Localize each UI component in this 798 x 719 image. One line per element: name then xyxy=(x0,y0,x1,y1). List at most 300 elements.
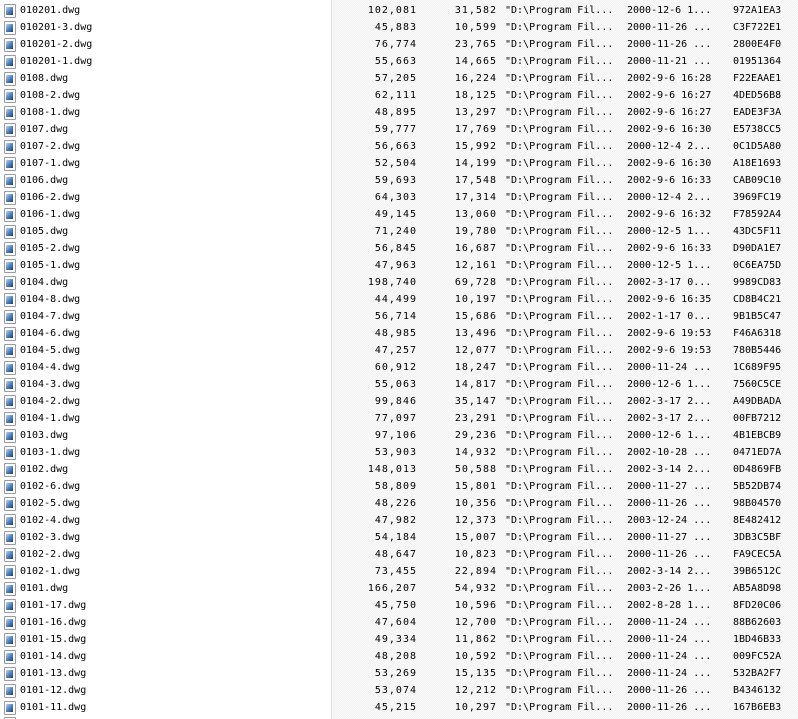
file-size: 44,499 xyxy=(374,294,417,305)
file-crc: 3969FC19 xyxy=(733,192,782,203)
file-crc: 39B6512C xyxy=(733,566,782,577)
file-size: 54,184 xyxy=(374,532,417,543)
file-name: 0108.dwg xyxy=(20,73,69,84)
dwg-document-icon xyxy=(4,293,16,307)
file-crc: 98B04570 xyxy=(733,498,782,509)
file-size: 49,334 xyxy=(374,634,417,645)
file-row[interactable] xyxy=(0,206,798,223)
file-name: 0104-3.dwg xyxy=(20,379,81,390)
file-crc: FA9CEC5A xyxy=(733,549,782,560)
file-size: 49,145 xyxy=(374,209,417,220)
file-crc: A18E1693 xyxy=(733,158,782,169)
file-modified: 2002-9-6 16:35 xyxy=(627,294,712,305)
file-crc: A49DBADA xyxy=(733,396,782,407)
file-name: 0104-4.dwg xyxy=(20,362,81,373)
file-crc: 2800E4F0 xyxy=(733,39,782,50)
file-path: "D:\Program Fil... xyxy=(505,396,614,407)
dwg-document-icon xyxy=(4,55,16,69)
file-name-cell xyxy=(0,444,331,461)
file-packed-size: 10,197 xyxy=(454,294,497,305)
file-path: "D:\Program Fil... xyxy=(505,600,614,611)
file-name-cell xyxy=(0,257,331,274)
file-crc: 0471ED7A xyxy=(733,447,782,458)
file-crc: E5738CC5 xyxy=(733,124,782,135)
file-crc: F78592A4 xyxy=(733,209,782,220)
file-modified: 2000-11-26 ... xyxy=(627,549,712,560)
file-name-cell xyxy=(0,53,331,70)
file-name: 0102-1.dwg xyxy=(20,566,81,577)
file-name-cell xyxy=(0,699,331,716)
file-name-cell xyxy=(0,87,331,104)
dwg-document-icon xyxy=(4,582,16,596)
dwg-document-icon xyxy=(4,480,16,494)
file-modified: 2000-12-5 1... xyxy=(627,260,712,271)
file-name-cell xyxy=(0,665,331,682)
file-row[interactable] xyxy=(0,444,798,461)
file-name-cell xyxy=(0,325,331,342)
file-name-cell xyxy=(0,682,331,699)
file-name-cell xyxy=(0,529,331,546)
file-row[interactable] xyxy=(0,342,798,359)
dwg-document-icon xyxy=(4,565,16,579)
file-modified: 2002-9-6 16:33 xyxy=(627,243,712,254)
file-packed-size: 17,769 xyxy=(454,124,497,135)
file-packed-size: 17,314 xyxy=(454,192,497,203)
file-size: 45,750 xyxy=(374,600,417,611)
dwg-document-icon xyxy=(4,531,16,545)
file-name: 0107-2.dwg xyxy=(20,141,81,152)
file-packed-size: 22,894 xyxy=(454,566,497,577)
file-packed-size: 16,687 xyxy=(454,243,497,254)
file-name-cell xyxy=(0,376,331,393)
file-name-cell xyxy=(0,36,331,53)
file-row[interactable] xyxy=(0,325,798,342)
file-packed-size: 10,596 xyxy=(454,600,497,611)
file-row[interactable] xyxy=(0,138,798,155)
file-modified: 2002-9-6 16:28 xyxy=(627,73,712,84)
file-row[interactable] xyxy=(0,308,798,325)
file-size: 73,455 xyxy=(374,566,417,577)
dwg-document-icon xyxy=(4,497,16,511)
file-crc: 43DC5F11 xyxy=(733,226,782,237)
file-row[interactable] xyxy=(0,376,798,393)
file-size: 53,903 xyxy=(374,447,417,458)
file-size: 60,912 xyxy=(374,362,417,373)
file-path: "D:\Program Fil... xyxy=(505,345,614,356)
file-packed-size: 54,932 xyxy=(454,583,497,594)
file-row[interactable] xyxy=(0,427,798,444)
file-size: 148,013 xyxy=(367,464,417,475)
file-size: 56,845 xyxy=(374,243,417,254)
dwg-document-icon xyxy=(4,667,16,681)
file-row[interactable] xyxy=(0,240,798,257)
file-path: "D:\Program Fil... xyxy=(505,277,614,288)
file-modified: 2000-11-27 ... xyxy=(627,481,712,492)
dwg-document-icon xyxy=(4,106,16,120)
file-packed-size: 35,147 xyxy=(454,396,497,407)
file-row[interactable] xyxy=(0,36,798,53)
file-packed-size: 12,161 xyxy=(454,260,497,271)
file-row[interactable] xyxy=(0,631,798,648)
file-name-cell xyxy=(0,580,331,597)
file-crc: CAB09C10 xyxy=(733,175,782,186)
file-packed-size: 12,077 xyxy=(454,345,497,356)
dwg-document-icon xyxy=(4,446,16,460)
file-name-cell xyxy=(0,614,331,631)
file-name: 0104-8.dwg xyxy=(20,294,81,305)
file-path: "D:\Program Fil... xyxy=(505,447,614,458)
file-modified: 2000-12-4 2... xyxy=(627,141,712,152)
file-modified: 2002-9-6 19:53 xyxy=(627,328,712,339)
dwg-document-icon xyxy=(4,378,16,392)
file-crc: 9B1B5C47 xyxy=(733,311,782,322)
file-crc: 8FD20C06 xyxy=(733,600,782,611)
file-packed-size: 13,496 xyxy=(454,328,497,339)
file-modified: 2000-12-6 1... xyxy=(627,5,712,16)
dwg-document-icon xyxy=(4,616,16,630)
file-row[interactable] xyxy=(0,529,798,546)
file-name-cell xyxy=(0,138,331,155)
file-row[interactable] xyxy=(0,121,798,138)
file-row[interactable] xyxy=(0,223,798,240)
dwg-document-icon xyxy=(4,633,16,647)
file-row[interactable] xyxy=(0,2,798,19)
dwg-document-icon xyxy=(4,361,16,375)
file-name-cell xyxy=(0,359,331,376)
file-size: 99,846 xyxy=(374,396,417,407)
dwg-document-icon xyxy=(4,259,16,273)
file-modified: 2000-11-21 ... xyxy=(627,56,712,67)
file-modified: 2002-9-6 16:30 xyxy=(627,124,712,135)
file-packed-size: 14,817 xyxy=(454,379,497,390)
file-row[interactable] xyxy=(0,648,798,665)
file-modified: 2000-11-24 ... xyxy=(627,651,712,662)
file-path: "D:\Program Fil... xyxy=(505,226,614,237)
file-modified: 2002-3-14 2... xyxy=(627,566,712,577)
dwg-document-icon xyxy=(4,701,16,715)
dwg-document-icon xyxy=(4,191,16,205)
file-name: 0102-2.dwg xyxy=(20,549,81,560)
file-row[interactable] xyxy=(0,189,798,206)
file-path: "D:\Program Fil... xyxy=(505,549,614,560)
file-name: 0107.dwg xyxy=(20,124,69,135)
file-packed-size: 23,765 xyxy=(454,39,497,50)
file-path: "D:\Program Fil... xyxy=(505,107,614,118)
file-path: "D:\Program Fil... xyxy=(505,634,614,645)
file-packed-size: 15,992 xyxy=(454,141,497,152)
file-name-cell xyxy=(0,512,331,529)
file-path: "D:\Program Fil... xyxy=(505,583,614,594)
file-packed-size: 13,060 xyxy=(454,209,497,220)
file-path: "D:\Program Fil... xyxy=(505,566,614,577)
file-name-cell xyxy=(0,495,331,512)
file-modified: 2000-11-26 ... xyxy=(627,39,712,50)
file-modified: 2003-2-26 1... xyxy=(627,583,712,594)
file-packed-size: 17,548 xyxy=(454,175,497,186)
dwg-document-icon xyxy=(4,123,16,137)
file-row[interactable] xyxy=(0,512,798,529)
file-modified: 2000-12-6 1... xyxy=(627,379,712,390)
file-packed-size: 29,236 xyxy=(454,430,497,441)
dwg-document-icon xyxy=(4,89,16,103)
file-modified: 2000-11-26 ... xyxy=(627,22,712,33)
file-name-cell xyxy=(0,2,331,19)
dwg-document-icon xyxy=(4,157,16,171)
file-name: 0108-2.dwg xyxy=(20,90,81,101)
file-crc: F46A6318 xyxy=(733,328,782,339)
file-name: 0102-3.dwg xyxy=(20,532,81,543)
file-modified: 2002-3-17 2... xyxy=(627,396,712,407)
file-name: 0104-1.dwg xyxy=(20,413,81,424)
file-packed-size: 16,224 xyxy=(454,73,497,84)
file-name: 010201-3.dwg xyxy=(20,22,93,33)
file-size: 47,963 xyxy=(374,260,417,271)
file-name-cell xyxy=(0,155,331,172)
file-name: 0104-7.dwg xyxy=(20,311,81,322)
dwg-document-icon xyxy=(4,514,16,528)
file-name-cell xyxy=(0,597,331,614)
file-modified: 2002-9-6 16:27 xyxy=(627,90,712,101)
file-size: 48,208 xyxy=(374,651,417,662)
file-size: 48,226 xyxy=(374,498,417,509)
file-path: "D:\Program Fil... xyxy=(505,311,614,322)
file-crc: 00FB7212 xyxy=(733,413,782,424)
file-row[interactable] xyxy=(0,495,798,512)
file-row[interactable] xyxy=(0,665,798,682)
file-row[interactable] xyxy=(0,274,798,291)
file-name: 0105-2.dwg xyxy=(20,243,81,254)
file-name: 0105-1.dwg xyxy=(20,260,81,271)
file-packed-size: 10,823 xyxy=(454,549,497,560)
file-modified: 2002-9-6 16:32 xyxy=(627,209,712,220)
file-name-cell xyxy=(0,274,331,291)
dwg-document-icon xyxy=(4,242,16,256)
file-size: 97,106 xyxy=(374,430,417,441)
file-name: 0101.dwg xyxy=(20,583,69,594)
file-name: 0106-2.dwg xyxy=(20,192,81,203)
file-name: 0101-13.dwg xyxy=(20,668,87,679)
file-crc: 780B5446 xyxy=(733,345,782,356)
file-modified: 2002-9-6 19:53 xyxy=(627,345,712,356)
file-name: 0103.dwg xyxy=(20,430,69,441)
file-row[interactable] xyxy=(0,172,798,189)
file-row[interactable] xyxy=(0,393,798,410)
file-packed-size: 15,801 xyxy=(454,481,497,492)
file-name: 0101-12.dwg xyxy=(20,685,87,696)
file-name-cell xyxy=(0,19,331,36)
file-modified: 2002-3-17 2... xyxy=(627,413,712,424)
file-packed-size: 18,125 xyxy=(454,90,497,101)
file-row[interactable] xyxy=(0,19,798,36)
file-size: 58,809 xyxy=(374,481,417,492)
file-crc: 1C689F95 xyxy=(733,362,782,373)
file-size: 56,714 xyxy=(374,311,417,322)
file-size: 47,982 xyxy=(374,515,417,526)
file-size: 64,303 xyxy=(374,192,417,203)
dwg-document-icon xyxy=(4,599,16,613)
file-packed-size: 69,728 xyxy=(454,277,497,288)
file-size: 77,097 xyxy=(374,413,417,424)
file-row[interactable] xyxy=(0,53,798,70)
file-crc: 7560C5CE xyxy=(733,379,782,390)
file-modified: 2002-8-28 1... xyxy=(627,600,712,611)
file-modified: 2000-11-26 ... xyxy=(627,498,712,509)
file-row[interactable] xyxy=(0,410,798,427)
file-name-cell xyxy=(0,206,331,223)
file-name-cell xyxy=(0,563,331,580)
dwg-document-icon xyxy=(4,548,16,562)
file-crc: 167B6EB3 xyxy=(733,702,782,713)
file-path: "D:\Program Fil... xyxy=(505,90,614,101)
file-size: 62,111 xyxy=(374,90,417,101)
file-path: "D:\Program Fil... xyxy=(505,294,614,305)
file-crc: 4DED56B8 xyxy=(733,90,782,101)
file-crc: CD8B4C21 xyxy=(733,294,782,305)
file-name: 0104-5.dwg xyxy=(20,345,81,356)
file-name-cell xyxy=(0,70,331,87)
file-modified: 2000-12-5 1... xyxy=(627,226,712,237)
file-row[interactable] xyxy=(0,563,798,580)
dwg-document-icon xyxy=(4,310,16,324)
file-name: 0101-17.dwg xyxy=(20,600,87,611)
file-crc: 009FC52A xyxy=(733,651,782,662)
file-crc: 8E482412 xyxy=(733,515,782,526)
file-packed-size: 12,700 xyxy=(454,617,497,628)
file-modified: 2000-11-24 ... xyxy=(627,617,712,628)
file-row[interactable] xyxy=(0,461,798,478)
file-row[interactable] xyxy=(0,614,798,631)
file-path: "D:\Program Fil... xyxy=(505,413,614,424)
dwg-document-icon xyxy=(4,395,16,409)
file-modified: 2000-11-26 ... xyxy=(627,685,712,696)
file-crc: 0C1D5A80 xyxy=(733,141,782,152)
file-packed-size: 14,665 xyxy=(454,56,497,67)
file-modified: 2000-11-24 ... xyxy=(627,668,712,679)
file-size: 55,063 xyxy=(374,379,417,390)
file-crc: C3F722E1 xyxy=(733,22,782,33)
file-packed-size: 14,199 xyxy=(454,158,497,169)
file-crc: 4B1EBCB9 xyxy=(733,430,782,441)
file-crc: 3DB3C5BF xyxy=(733,532,782,543)
file-path: "D:\Program Fil... xyxy=(505,141,614,152)
file-modified: 2000-11-24 ... xyxy=(627,634,712,645)
file-row[interactable] xyxy=(0,104,798,121)
file-row[interactable] xyxy=(0,699,798,716)
file-row[interactable] xyxy=(0,257,798,274)
file-name-cell xyxy=(0,648,331,665)
file-path: "D:\Program Fil... xyxy=(505,124,614,135)
file-path: "D:\Program Fil... xyxy=(505,328,614,339)
dwg-document-icon xyxy=(4,21,16,35)
file-name: 0102.dwg xyxy=(20,464,69,475)
dwg-document-icon xyxy=(4,174,16,188)
file-packed-size: 12,373 xyxy=(454,515,497,526)
file-name: 0101-16.dwg xyxy=(20,617,87,628)
file-row[interactable] xyxy=(0,87,798,104)
file-path: "D:\Program Fil... xyxy=(505,464,614,475)
dwg-document-icon xyxy=(4,429,16,443)
file-row[interactable] xyxy=(0,597,798,614)
file-packed-size: 14,932 xyxy=(454,447,497,458)
file-name: 010201-1.dwg xyxy=(20,56,93,67)
file-crc: 0C6EA75D xyxy=(733,260,782,271)
file-packed-size: 13,297 xyxy=(454,107,497,118)
file-name: 0106.dwg xyxy=(20,175,69,186)
file-row[interactable] xyxy=(0,682,798,699)
file-name-cell xyxy=(0,410,331,427)
file-size: 48,985 xyxy=(374,328,417,339)
file-row[interactable] xyxy=(0,546,798,563)
file-packed-size: 15,686 xyxy=(454,311,497,322)
file-row[interactable] xyxy=(0,155,798,172)
file-size: 55,663 xyxy=(374,56,417,67)
file-path: "D:\Program Fil... xyxy=(505,73,614,84)
file-name-cell xyxy=(0,427,331,444)
file-row[interactable] xyxy=(0,291,798,308)
file-modified: 2000-12-4 2... xyxy=(627,192,712,203)
file-crc: 5B52DB74 xyxy=(733,481,782,492)
file-crc: F22EAAE1 xyxy=(733,73,782,84)
file-packed-size: 10,297 xyxy=(454,702,497,713)
file-modified: 2002-3-14 2... xyxy=(627,464,712,475)
file-path: "D:\Program Fil... xyxy=(505,515,614,526)
file-name: 0105.dwg xyxy=(20,226,69,237)
file-modified: 2000-11-24 ... xyxy=(627,362,712,373)
file-path: "D:\Program Fil... xyxy=(505,158,614,169)
file-crc: 532BA2F7 xyxy=(733,668,782,679)
file-name: 0108-1.dwg xyxy=(20,107,81,118)
file-name-cell xyxy=(0,172,331,189)
file-size: 57,205 xyxy=(374,73,417,84)
file-crc: 9989CD83 xyxy=(733,277,782,288)
file-row[interactable] xyxy=(0,359,798,376)
file-name-cell xyxy=(0,393,331,410)
file-name-cell xyxy=(0,461,331,478)
dwg-document-icon xyxy=(4,208,16,222)
file-path: "D:\Program Fil... xyxy=(505,22,614,33)
file-size: 166,207 xyxy=(367,583,417,594)
file-size: 48,895 xyxy=(374,107,417,118)
file-crc: 972A1EA3 xyxy=(733,5,782,16)
file-modified: 2002-9-6 16:27 xyxy=(627,107,712,118)
file-size: 71,240 xyxy=(374,226,417,237)
file-crc: B4346132 xyxy=(733,685,782,696)
file-size: 198,740 xyxy=(367,277,417,288)
file-name: 0102-6.dwg xyxy=(20,481,81,492)
file-packed-size: 10,599 xyxy=(454,22,497,33)
dwg-document-icon xyxy=(4,276,16,290)
file-name-cell xyxy=(0,478,331,495)
file-row[interactable] xyxy=(0,70,798,87)
file-packed-size: 15,135 xyxy=(454,668,497,679)
file-crc: 01951364 xyxy=(733,56,782,67)
file-row[interactable] xyxy=(0,580,798,597)
file-packed-size: 12,212 xyxy=(454,685,497,696)
file-size: 52,504 xyxy=(374,158,417,169)
file-size: 59,693 xyxy=(374,175,417,186)
file-path: "D:\Program Fil... xyxy=(505,175,614,186)
file-row[interactable] xyxy=(0,478,798,495)
file-name: 0107-1.dwg xyxy=(20,158,81,169)
file-name: 0101-14.dwg xyxy=(20,651,87,662)
file-size: 45,215 xyxy=(374,702,417,713)
file-size: 48,647 xyxy=(374,549,417,560)
file-crc: EADE3F3A xyxy=(733,107,782,118)
dwg-document-icon xyxy=(4,4,16,18)
file-name-cell xyxy=(0,308,331,325)
file-size: 53,074 xyxy=(374,685,417,696)
file-name-cell xyxy=(0,104,331,121)
